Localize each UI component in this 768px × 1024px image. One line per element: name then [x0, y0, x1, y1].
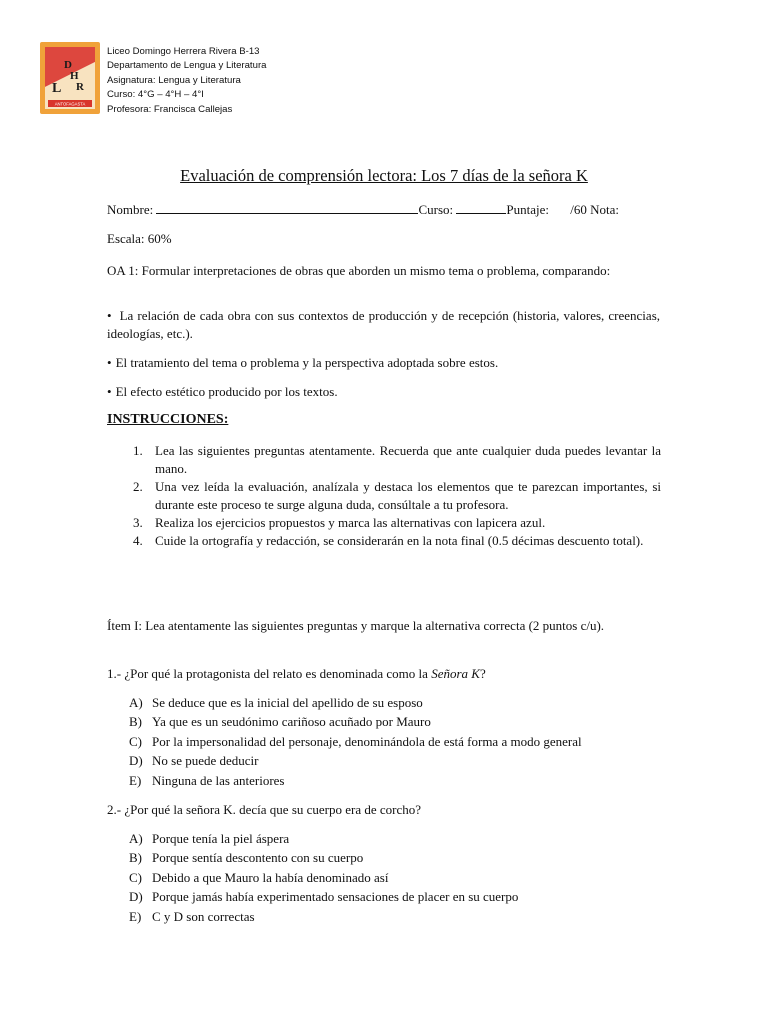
- student-form-line: [107, 201, 660, 219]
- question-2-options: [129, 829, 669, 926]
- instruction-item: 2. Una vez leída la evaluación, analízala y destaca los elementos que te parezcan importantes, si durante este proceso te surge alguna duda, consúltale a tu profesora.: [133, 479, 661, 512]
- school-name: Liceo Domingo Herrera Rivera B-13: [107, 46, 260, 57]
- logo-letter: D: [64, 59, 72, 71]
- learning-objective: OA 1: Formular interpretaciones de obras que aborden un mismo tema o problema, comparando:: [107, 263, 611, 278]
- page-title: Evaluación de comprensión lectora: Los 7 días de la señora K: [180, 166, 588, 185]
- logo-caption: ANTOFAGASTA: [54, 101, 86, 107]
- instruction-item: 3. Realiza los ejercicios propuestos y marca las alternativas con lapicera azul.: [133, 515, 546, 530]
- instruction-item: 1. Lea las siguientes preguntas atentamente. Recuerda que ante cualquier duda puedes levantar la mano.: [133, 443, 661, 476]
- instructions-heading: INSTRUCCIONES:: [107, 412, 229, 427]
- option-e[interactable]: E) Ninguna de las anteriores: [129, 772, 285, 788]
- question-1-options: [129, 693, 669, 790]
- department: Departamento de Lengua y Literatura: [107, 60, 267, 72]
- option-a[interactable]: A) Porque tenía la piel áspera: [129, 831, 290, 846]
- question-2: [107, 801, 660, 819]
- bullet-text: El tratamiento del tema o problema y la perspectiva adoptada sobre estos.: [115, 355, 499, 370]
- bullet-item: [107, 383, 660, 401]
- nota-label: Nota:: [590, 202, 620, 217]
- option-b[interactable]: B) Ya que es un seudónimo cariñoso acuñado por Mauro: [129, 714, 431, 730]
- option-c[interactable]: C) Por la impersonalidad del personaje, denominándola de está forma a modo general: [129, 733, 582, 749]
- option-b[interactable]: B) Porque sentía descontento con su cuerpo: [129, 850, 364, 866]
- curso-field[interactable]: [456, 201, 506, 214]
- escala: Escala: 60%: [107, 231, 172, 246]
- bullet-icon: •: [107, 384, 112, 399]
- bullet-icon: •: [107, 355, 112, 370]
- option-d[interactable]: D) No se puede deducir: [129, 753, 259, 769]
- puntaje-label: Puntaje:: [506, 202, 549, 217]
- bullet-text: La relación de cada obra con sus contextos de producción y de recepción (historia, valores, creencias, ideologías, etc.).: [107, 308, 660, 341]
- course: Curso: 4°G – 4°H – 4°I: [107, 89, 204, 101]
- instructions-list: [125, 442, 661, 550]
- school-logo: [40, 42, 100, 114]
- question-suffix: ?: [479, 666, 486, 681]
- logo-letter: H: [70, 70, 79, 82]
- school-info: [107, 45, 266, 117]
- teacher: Profesora: Francisca Callejas: [107, 103, 233, 115]
- question-text: 1.- ¿Por qué la protagonista del relato es denominada como la: [107, 666, 432, 681]
- question-1: [107, 665, 660, 683]
- subject: Asignatura: Lengua y Literatura: [107, 74, 241, 86]
- nombre-label: Nombre:: [107, 202, 154, 217]
- bullet-item: [107, 354, 660, 372]
- bullet-icon: •: [107, 308, 112, 323]
- item-intro: Ítem I: Lea atentamente las siguientes preguntas y marque la alternativa correcta (2 puntos c/u).: [107, 618, 605, 633]
- question-emphasis: Señora K: [431, 666, 480, 681]
- curso-label: Curso:: [418, 202, 454, 217]
- bullet-text: El efecto estético producido por los textos.: [115, 384, 338, 399]
- puntaje-total: /60: [570, 202, 587, 217]
- instruction-item: 4. Cuide la ortografía y redacción, se considerarán en la nota final (0.5 décimas descuento total).: [133, 533, 644, 548]
- logo-letter: L: [52, 81, 62, 96]
- logo-letter: R: [76, 81, 84, 93]
- option-e[interactable]: E) C y D son correctas: [129, 908, 255, 924]
- nombre-field[interactable]: [156, 201, 418, 214]
- bullet-item: [107, 307, 660, 343]
- option-a[interactable]: A) Se deduce que es la inicial del apellido de su esposo: [129, 695, 423, 710]
- option-d[interactable]: D) Porque jamás había experimentado sensaciones de placer en su cuerpo: [129, 889, 519, 905]
- option-c[interactable]: C) Debido a que Mauro la había denominado así: [129, 869, 389, 885]
- question-text: 2.- ¿Por qué la señora K. decía que su cuerpo era de corcho?: [107, 802, 422, 817]
